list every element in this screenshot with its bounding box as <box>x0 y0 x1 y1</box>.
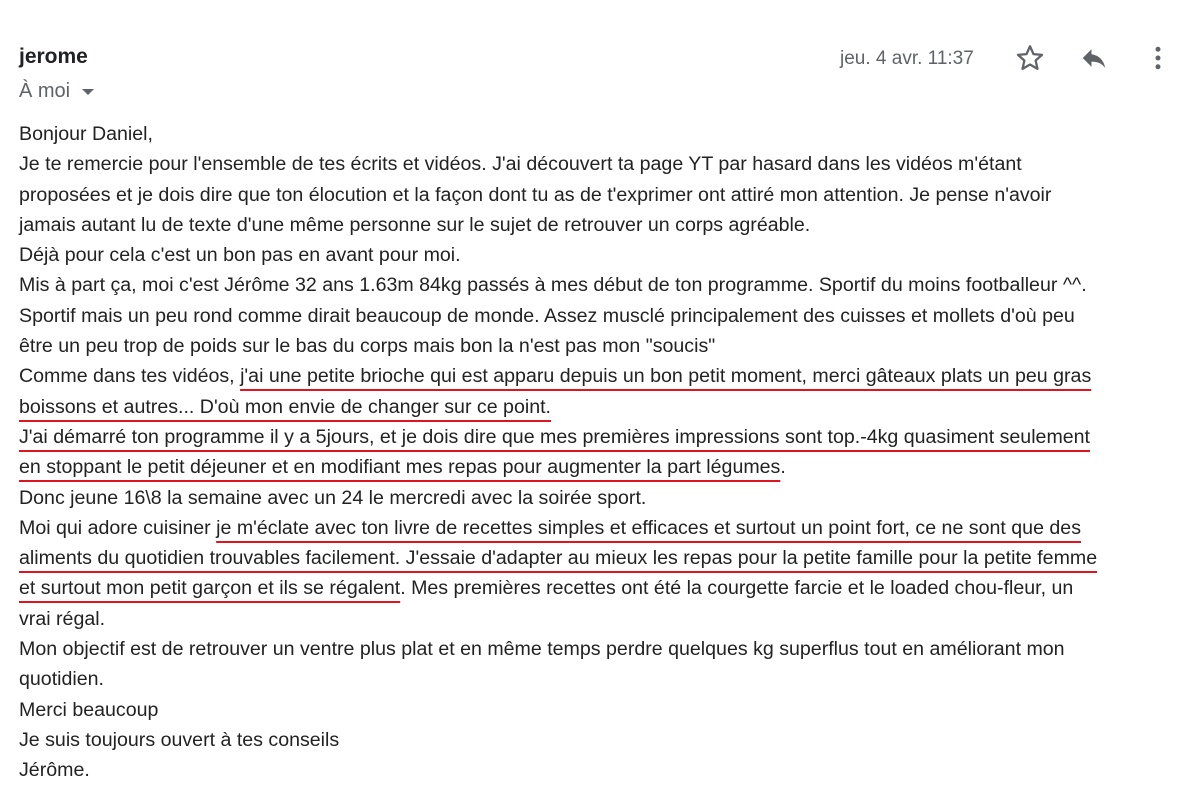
message-line <box>19 573 1189 603</box>
message-line: quotidien. <box>19 668 104 691</box>
underlined-text: en stoppant le petit déjeuner et en modifiant mes repas pour augmenter la part légumes <box>19 456 781 479</box>
reply-button[interactable] <box>1076 40 1112 76</box>
message-line: Je suis toujours ouvert à tes conseils <box>19 728 340 751</box>
sender-name[interactable]: jerome <box>19 45 88 68</box>
underlined-text: aliments du quotidien trouvables facilement. J'essaie d'adapter au mieux les repas pour la petite famille pour la petite femme <box>19 547 1098 570</box>
message-line <box>19 361 1189 391</box>
message-text: Comme dans tes vidéos, <box>19 365 241 388</box>
more-options-button[interactable] <box>1140 40 1176 76</box>
message-text: . <box>780 456 786 479</box>
message-line: Bonjour Daniel, <box>19 123 153 145</box>
chevron-down-icon[interactable] <box>82 89 94 95</box>
message-line: Déjà pour cela c'est un bon pas en avant pour moi. <box>19 244 461 267</box>
star-button[interactable] <box>1012 40 1048 76</box>
recipient-dropdown[interactable] <box>19 78 94 104</box>
more-vert-icon <box>1143 43 1173 73</box>
message-line: Mis à part ça, moi c'est Jérôme 32 ans 1.63m 84kg passés à mes début de ton programme. Sportif du moins footballeur ^^. <box>19 274 1087 297</box>
message-line: Jérôme. <box>19 759 90 782</box>
message-line <box>19 543 1189 573</box>
message-line: Mon objectif est de retrouver un ventre plus plat et en même temps perdre quelques kg superflus tout en améliorant mon <box>19 638 1065 661</box>
message-line: Je te remercie pour l'ensemble de tes écrits et vidéos. J'ai découvert ta page YT par hasard dans les vidéos m'étant <box>19 153 1022 176</box>
message-line <box>19 452 1189 482</box>
message-line: Donc jeune 16\8 la semaine avec un 24 le mercredi avec la soirée sport. <box>19 486 647 509</box>
underlined-text: j'ai une petite brioche qui est apparu depuis un bon petit moment, merci gâteaux plats un peu gras <box>240 365 1092 388</box>
message-line <box>19 392 1189 422</box>
message-line: jamais autant lu de texte d'une même personne sur le sujet de retrouver un corps agréable. <box>19 213 811 236</box>
message-body <box>19 119 1189 786</box>
message-text: . Mes premières recettes ont été la courgette farcie et le loaded chou-fleur, un <box>400 577 1074 600</box>
message-header <box>0 0 1200 110</box>
message-line: vrai régal. <box>19 607 106 630</box>
message-line: proposées et je dois dire que ton élocution et la façon dont tu as de t'exprimer ont attiré mon attention. Je pense n'avoir <box>19 183 1052 206</box>
message-line: Sportif mais un peu rond comme dirait beaucoup de monde. Assez musclé principalement des cuisses et mollets d'où peu <box>19 304 1075 327</box>
message-line: être un peu trop de poids sur le bas du corps mais bon la n'est pas mon "soucis" <box>19 335 716 358</box>
reply-icon <box>1079 43 1109 73</box>
recipient-label: À moi <box>19 80 71 102</box>
underlined-text: boissons et autres... D'où mon envie de changer sur ce point. <box>19 395 551 418</box>
underlined-text: et surtout mon petit garçon et ils se régalent <box>19 577 401 600</box>
message-date: jeu. 4 avr. 11:37 <box>840 48 974 69</box>
underlined-text: je m'éclate avec ton livre de recettes simples et efficaces et surtout un point fort, ce ne sont que des <box>216 516 1082 539</box>
message-line <box>19 422 1189 452</box>
message-text: Moi qui adore cuisiner <box>19 516 217 539</box>
message-line <box>19 513 1189 543</box>
star-icon <box>1015 43 1045 73</box>
underlined-text: J'ai démarré ton programme il y a 5jours, et je dois dire que mes premières impressions sont top.-4kg quasiment seulement <box>19 425 1090 448</box>
message-line: Merci beaucoup <box>19 698 159 721</box>
